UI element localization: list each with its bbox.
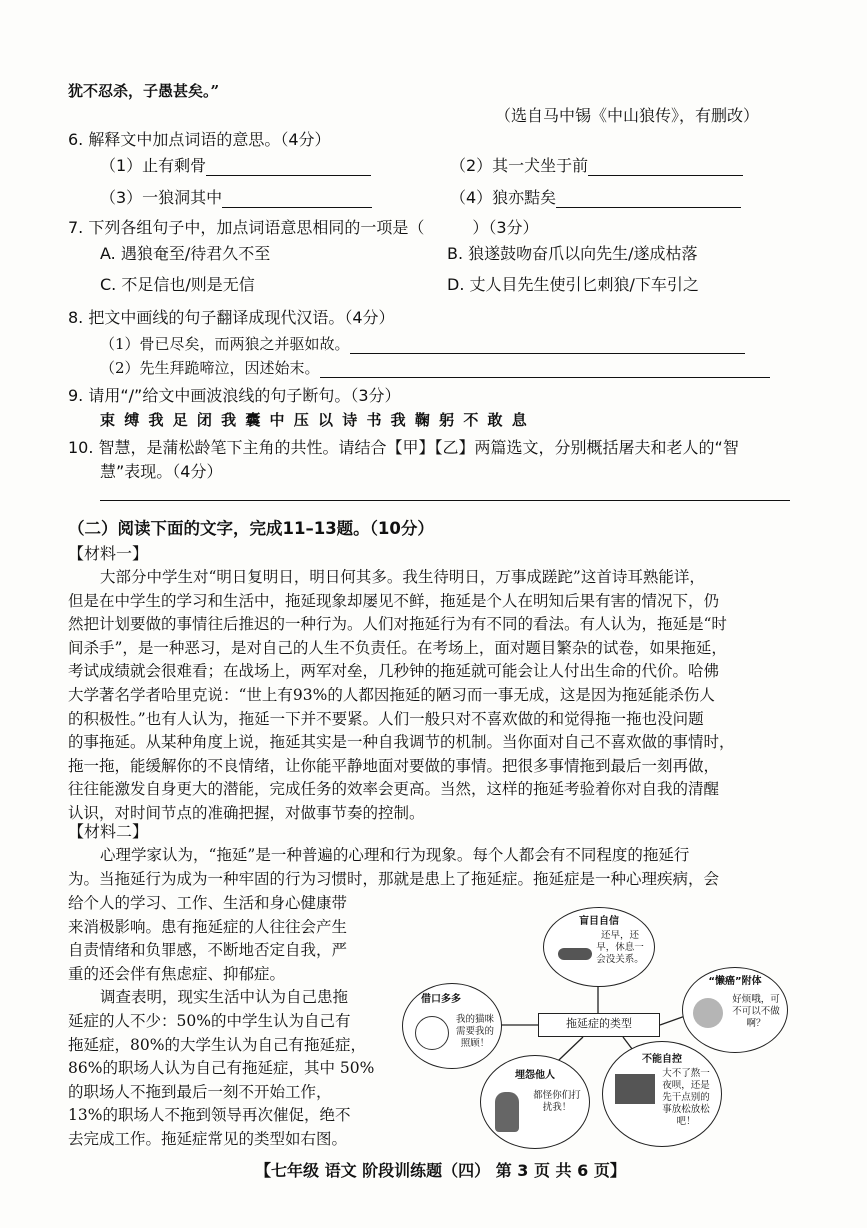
diagram-center: 拖延症的类型 xyxy=(538,1013,660,1037)
q6-item-3: （3）一狼洞其中 xyxy=(100,185,372,208)
bubble-laziness: “懒癌”附体 好烦哦，可不可以不做啊？ xyxy=(682,967,788,1053)
answer-blank[interactable] xyxy=(222,192,372,208)
q9-sentence: 束 缚 我 足 闭 我 囊 中 压 以 诗 书 我 鞠 躬 不 敢 息 xyxy=(100,411,529,429)
material-two-title: 【材料二】 xyxy=(68,822,149,841)
paragraph-line: 来消极影响。患有拖延症的人往往会产生 xyxy=(68,917,348,936)
q7-stem: 7. 下列各组句子中，加点词语意思相同的一项是（ ）（3分） xyxy=(68,218,539,237)
passage-source: （选自马中锡《中山狼传》，有删改） xyxy=(495,106,760,125)
paragraph-line: 延症的人不少：50%的中学生认为自己有 xyxy=(68,1011,351,1030)
paragraph-line: 拖延症，80%的大学生认为自己有拖延症， xyxy=(68,1035,366,1054)
q8-item-1: （1）骨已尽矣，而两狼之并驱如故。 xyxy=(100,333,745,354)
bubble-blind-confidence: 盲目自信 还早，还早，休息一会没关系。 xyxy=(543,907,655,987)
paragraph-line: 往往能激发自身更大的潜能，完成任务的效率会更高。当然，这样的拖延考验着你对自我的清醒 xyxy=(68,780,720,799)
q7-option-b: B. 狼遂鼓吻奋爪以向先生/遂成枯落 xyxy=(447,244,698,263)
paragraph-line: 考试成绩就会很难看；在战场上，两军对垒，几秒钟的拖延就可能会让人付出生命的代价。哈佛 xyxy=(68,662,720,681)
q7-option-d: D. 丈人目先生使引匕刺狼/下车引之 xyxy=(447,275,699,294)
paragraph-line: 拖一拖，能缓解你的不良情绪，让你能平静地面对要做的事情。把很多事情拖到最后一刻再做， xyxy=(68,756,720,775)
material-two-body xyxy=(68,844,790,891)
bubble-blame-others: 埋怨他人 都怪你们打扰我！ xyxy=(480,1055,590,1149)
paragraph-line: 间杀手”，是一种恶习，是对自己的人生不负责任。在考场上，面对题目繁杂的试卷，如果拖延， xyxy=(68,638,727,657)
paragraph-line: 去完成工作。拖延症常见的类型如右图。 xyxy=(68,1129,348,1148)
paragraph-line: 的积极性。”也有人认为，拖延一下并不要紧。人们一般只对不喜欢做的和觉得拖一拖也没问题 xyxy=(68,709,704,728)
q10-line-1: 10. 智慧，是蒲松龄笔下主角的共性。请结合【甲】【乙】两篇选文，分别概括屠夫和老人的“智 xyxy=(68,438,739,457)
material-one-title: 【材料一】 xyxy=(68,544,149,563)
answer-blank[interactable] xyxy=(320,362,770,378)
q8-item-2: （2）先生拜跪啼泣，因述始末。 xyxy=(100,357,770,378)
section-title: （二）阅读下面的文字，完成11–13题。（10分） xyxy=(68,519,434,538)
answer-blank[interactable] xyxy=(206,160,371,176)
paragraph-line: 的职场人不拖到最后一刻不开始工作， xyxy=(68,1082,332,1101)
bubble-many-excuses: 借口多多 我的猫咪需要我的照顾！ xyxy=(402,983,502,1069)
q9-stem: 9. 请用“/”给文中画波浪线的句子断句。（3分） xyxy=(68,386,401,405)
paragraph-line: 重的还会伴有焦虑症、抑郁症。 xyxy=(68,964,286,983)
paragraph-line: 86%的职场人认为自己有拖延症，其中 50% xyxy=(68,1059,375,1078)
answer-blank[interactable] xyxy=(556,192,741,208)
paragraph-line: 心理学家认为，“拖延”是一种普遍的心理和行为现象。每个人都会有不同程度的拖延行 xyxy=(100,846,690,864)
answer-blank[interactable] xyxy=(350,338,745,354)
cat-icon xyxy=(415,1016,449,1050)
material-two-body-narrow xyxy=(68,892,386,1152)
game-screen-icon xyxy=(615,1074,655,1104)
q10-answer-line[interactable] xyxy=(100,500,790,501)
bubble-lack-self-control: 不能自控 大不了熬一夜呗，还是先干点别的事放松放松吧！ xyxy=(602,1041,722,1147)
passage-tail: 犹不忍杀，子愚甚矣。” xyxy=(68,82,220,100)
resting-figure-icon xyxy=(558,948,592,960)
q6-item-1: （1）止有剩骨 xyxy=(100,153,371,176)
q7-option-a: A. 遇狼奄至/待君久不至 xyxy=(100,244,271,263)
paragraph-line: 13%的职场人不拖到领导再次催促，绝不 xyxy=(68,1106,351,1125)
paragraph-line: 然把计划要做的事情往后推迟的一种行为。人们对拖延行为有不同的看法。有人认为，拖延是“时 xyxy=(68,615,727,634)
paragraph-line: 为。当拖延行为成为一种牢固的行为习惯时，那就是患上了拖延症。拖延症是一种心理疾病，会 xyxy=(68,869,720,888)
paragraph-line: 认识，对时间节点的准确把握，对做事节奏的控制。 xyxy=(68,803,425,822)
paragraph-line: 的事拖延。从某种角度上说，拖延其实是一种自我调节的机制。当你面对自己不喜欢做的事情时， xyxy=(68,733,735,752)
q6-item-2: （2）其一犬坐于前 xyxy=(450,153,743,176)
paragraph-line: 但是在中学生的学习和生活中，拖延现象却屡见不鲜，拖延是个人在明知后果有害的情况下，仍 xyxy=(68,591,720,610)
page-footer: 【七年级 语文 阶段训练题（四） 第 3 页 共 6 页】 xyxy=(255,1161,626,1180)
procrastination-type-diagram xyxy=(398,905,794,1150)
paragraph-line: 自责情绪和负罪感，不断地否定自我，严 xyxy=(68,941,348,960)
lazy-face-icon xyxy=(693,998,723,1028)
q8-stem: 8. 把文中画线的句子翻译成现代汉语。（4分） xyxy=(68,308,395,327)
q6-item-4: （4）狼亦黠矣 xyxy=(450,185,741,208)
material-one-body xyxy=(68,566,790,826)
angry-person-icon xyxy=(495,1092,519,1132)
q10-line-2: 慧”表现。（4分） xyxy=(100,462,223,481)
paragraph-line: 大学著名学者哈里克说：“世上有93%的人都因拖延的陋习而一事无成，这是因为拖延能杀伤人 xyxy=(68,685,715,704)
answer-blank[interactable] xyxy=(588,160,743,176)
q6-stem: 6. 解释文中加点词语的意思。（4分） xyxy=(68,130,331,149)
paragraph-line: 调查表明，现实生活中认为自己患拖 xyxy=(100,988,349,1007)
q7-option-c: C. 不足信也/则是无信 xyxy=(100,275,255,294)
paragraph-line: 大部分中学生对“明日复明日，明日何其多。我生待明日，万事成蹉跎”这首诗耳熟能详， xyxy=(100,568,705,586)
paragraph-line: 给个人的学习、工作、生活和身心健康带 xyxy=(68,894,348,912)
